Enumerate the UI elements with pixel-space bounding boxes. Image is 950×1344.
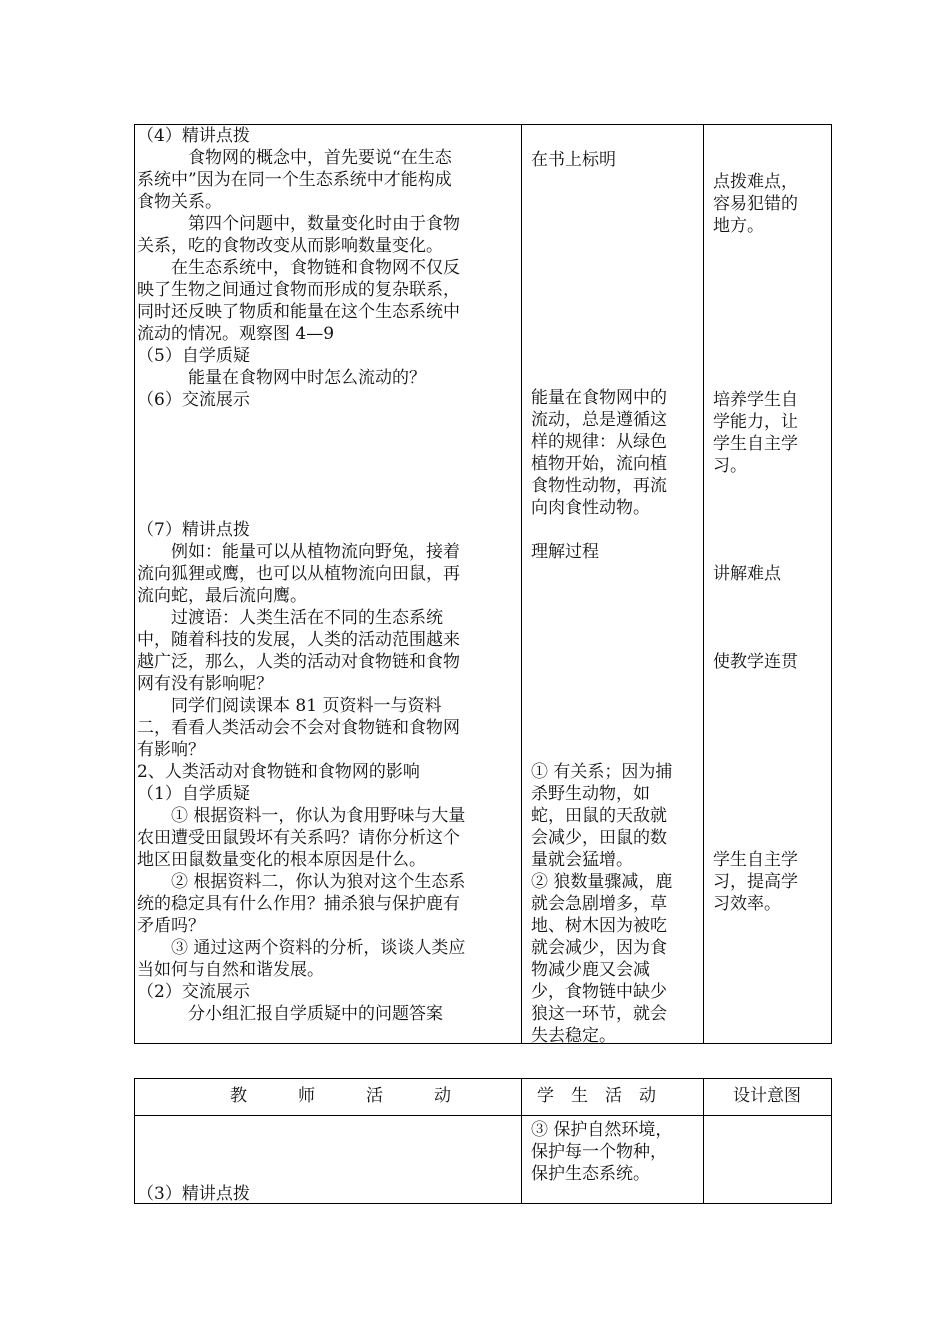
student-text-line: 就会减少，因为食: [531, 938, 667, 958]
design-text-line: 学能力，让: [713, 412, 798, 432]
design-text-line: 学生自主学: [713, 434, 798, 454]
teacher-activity-cell: [135, 1079, 521, 1203]
design-text-line: 讲解难点: [713, 564, 781, 584]
teacher-text-line: （5）自学质疑: [137, 346, 250, 366]
teacher-text-line: 流向蛇，最后流向鹰。: [137, 586, 307, 606]
teacher-text-line: （1）自学质疑: [137, 784, 250, 804]
teacher-text-line: 网有没有影响呢？: [137, 674, 273, 694]
student-text-line: 在书上标明: [531, 150, 616, 170]
student-text-line: 保护生态系统。: [531, 1164, 650, 1184]
teacher-text-line: （7）精讲点拨: [137, 520, 250, 540]
lesson-table-2: [134, 1078, 832, 1204]
student-text-line: 样的规律：从绿色: [531, 432, 667, 452]
design-text-line: 点拨难点，: [713, 172, 798, 192]
teacher-text-line: （2）交流展示: [137, 982, 250, 1002]
student-text-line: ① 有关系；因为捕: [531, 762, 673, 782]
design-text-line: 地方。: [713, 216, 764, 236]
teacher-text-line: 系统中”因为在同一个生态系统中才能构成: [137, 170, 452, 190]
teacher-text-line: 分小组汇报自学质疑中的问题答案: [137, 1004, 443, 1024]
teacher-text-line: 农田遭受田鼠毁坏有关系吗？请你分析这个: [137, 828, 460, 848]
teacher-text-line: ② 根据资料二，你认为狼对这个生态系: [137, 872, 466, 892]
student-text-line: 流动，总是遵循这: [531, 410, 667, 430]
teacher-text-line: 关系，吃的食物改变从而影响数量变化。: [137, 236, 443, 256]
student-activity-cell: [521, 1079, 703, 1203]
teacher-text-line: 同学们阅读课本 81 页资料一与资料: [137, 696, 442, 716]
student-text-line: 向肉食性动物。: [531, 498, 650, 518]
teacher-text-line: 当如何与自然和谐发展。: [137, 960, 324, 980]
teacher-text-line: 食物关系。: [137, 192, 222, 212]
design-text-line: 习。: [713, 456, 747, 476]
design-text-line: 习，提高学: [713, 872, 798, 892]
teacher-text-line: 映了生物之间通过食物而形成的复杂联系，: [137, 280, 460, 300]
student-text-line: 蛇，田鼠的天敌就: [531, 806, 667, 826]
student-text-line: 狼这一环节，就会: [531, 1004, 667, 1024]
student-activity-cell: [521, 125, 703, 1046]
teacher-text-line: 第四个问题中，数量变化时由于食物: [137, 214, 460, 234]
teacher-text-line: 流向狐狸或鹰，也可以从植物流向田鼠，再: [137, 564, 460, 584]
header-design-intent: 设计意图: [733, 1086, 801, 1106]
student-text-line: 保护每一个物种，: [531, 1142, 667, 1162]
header-student-activity: 学 生 活 动: [537, 1086, 656, 1106]
teacher-text-line: 中，随着科技的发展，人类的活动范围越来: [137, 630, 460, 650]
teacher-text-line: 2、人类活动对食物链和食物网的影响: [137, 762, 420, 782]
teacher-text-line: 统的稳定具有什么作用？捕杀狼与保护鹿有: [137, 894, 460, 914]
student-text-line: 失去稳定。: [531, 1026, 616, 1046]
design-text-line: 学生自主学: [713, 850, 798, 870]
teacher-text-line: 例如：能量可以从植物流向野兔，接着: [137, 542, 460, 562]
teacher-text-line: （6）交流展示: [137, 390, 250, 410]
design-text-line: 培养学生自: [713, 390, 798, 410]
teacher-text-line: 有影响？: [137, 740, 205, 760]
teacher-activity-cell: [135, 125, 521, 1043]
design-text-line: 容易犯错的: [713, 194, 798, 214]
teacher-text-line: 越广泛，那么，人类的活动对食物链和食物: [137, 652, 460, 672]
teacher-text-line: 在生态系统中，食物链和食物网不仅反: [137, 258, 460, 278]
teacher-text-line: 地区田鼠数量变化的根本原因是什么。: [137, 850, 426, 870]
teacher-text-line: ① 根据资料一，你认为食用野味与大量: [137, 806, 466, 826]
student-text-line: 就会急剧增多，草: [531, 894, 667, 914]
student-text-line: 杀野生动物，如: [531, 784, 650, 804]
teacher-text-line: 同时还反映了物质和能量在这个生态系统中: [137, 302, 460, 322]
design-intent-cell: [703, 125, 831, 1043]
lesson-table-1: [134, 124, 832, 1044]
student-text-line: 植物开始，流向植: [531, 454, 667, 474]
teacher-text-line: （3）精讲点拨: [137, 1184, 250, 1204]
student-text-line: 地、树木因为被吃: [531, 916, 667, 936]
student-text-line: ② 狼数量骤减，鹿: [531, 872, 673, 892]
student-text-line: 能量在食物网中的: [531, 388, 667, 408]
student-text-line: 理解过程: [531, 542, 599, 562]
teacher-text-line: 二，看看人类活动会不会对食物链和食物网: [137, 718, 460, 738]
student-text-line: 物减少鹿又会减: [531, 960, 650, 980]
teacher-text-line: （4）精讲点拨: [137, 126, 250, 146]
design-text-line: 使教学连贯: [713, 652, 798, 672]
student-text-line: 量就会猛增。: [531, 850, 633, 870]
column-divider: [703, 1079, 704, 1203]
student-text-line: 少，食物链中缺少: [531, 982, 667, 1002]
teacher-text-line: 过渡语：人类生活在不同的生态系统: [137, 608, 443, 628]
teacher-text-line: 流动的情况。观察图 4—9: [137, 324, 335, 344]
header-teacher-activity: 教 师 活 动: [230, 1086, 451, 1106]
design-text-line: 习效率。: [713, 894, 781, 914]
student-text-line: ③ 保护自然环境，: [531, 1120, 673, 1140]
teacher-text-line: 矛盾吗？: [137, 916, 205, 936]
teacher-text-line: ③ 通过这两个资料的分析，谈谈人类应: [137, 938, 466, 958]
student-text-line: 会减少，田鼠的数: [531, 828, 667, 848]
student-text-line: 食物性动物，再流: [531, 476, 667, 496]
teacher-text-line: 能量在食物网中时怎么流动的？: [137, 368, 426, 388]
teacher-text-line: 食物网的概念中，首先要说“在生态: [137, 148, 452, 168]
